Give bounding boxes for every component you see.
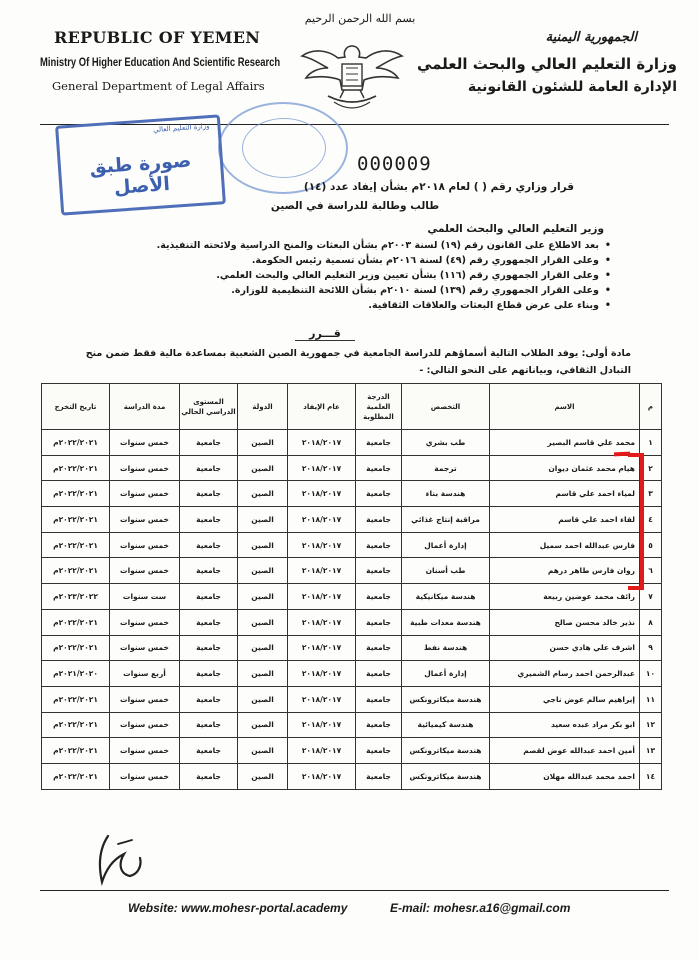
cell-duration: خمس سنوات (110, 558, 180, 584)
cell-num: ١٤ (640, 763, 662, 789)
table-row (42, 763, 662, 789)
cell-country: الصين (238, 738, 288, 764)
footer-website: Website: www.mohesr-portal.academy (128, 901, 348, 915)
cell-major: هندسة ميكاترونكس (402, 763, 490, 789)
country-name-ar: الجمهورية اليمنية (545, 30, 637, 45)
table-row (42, 507, 662, 533)
cell-degree: جامعية (356, 532, 402, 558)
preamble-item: • وعلى القرار الجمهوري رقم (١٣٩) لسنة ٢٠١٠م بشأن اللائحة التنظيمية للوزارة. (91, 285, 611, 296)
ministry-name-ar: وزارة التعليم العالي والبحث العلمي (416, 55, 677, 73)
cell-major: هندسة ميكاترونكس (402, 686, 490, 712)
department-name-en: General Department of Legal Affairs (52, 79, 265, 93)
cell-name: هيام محمد عثمان ديوان (490, 455, 640, 481)
cell-level: جامعية (180, 738, 238, 764)
cell-level: جامعية (180, 609, 238, 635)
cell-num: ١ (640, 430, 662, 456)
table-row (42, 635, 662, 661)
col-header-degree: الدرجة العلمية المطلوبة (356, 384, 402, 430)
cell-major: هندسة كيميائية (402, 712, 490, 738)
cell-major: هندسة نفط (402, 635, 490, 661)
cell-degree: جامعية (356, 455, 402, 481)
cell-year: ٢٠١٨/٢٠١٧ (288, 481, 356, 507)
cell-name: نذير خالد محسن صالح (490, 609, 640, 635)
cell-degree: جامعية (356, 507, 402, 533)
preamble-item: • وعلى القرار الجمهوري رقم (١١٦) بشأن تعيين وزير التعليم العالي والبحث العلمي. (91, 270, 611, 281)
cell-country: الصين (238, 584, 288, 610)
col-header-year: عام الإيفاد (288, 384, 356, 430)
cell-year: ٢٠١٨/٢٠١٧ (288, 763, 356, 789)
footer-divider (40, 890, 669, 891)
cell-num: ٦ (640, 558, 662, 584)
cell-duration: خمس سنوات (110, 712, 180, 738)
cell-level: جامعية (180, 712, 238, 738)
cell-year: ٢٠١٨/٢٠١٧ (288, 532, 356, 558)
cell-num: ٤ (640, 507, 662, 533)
cell-country: الصين (238, 507, 288, 533)
decree-title-line: قرار وزاري رقم ( ) لعام ٢٠١٨م بشأن إيفاد عدد (١٤) (303, 181, 574, 193)
cell-country: الصين (238, 532, 288, 558)
col-header-country: الدولة (238, 384, 288, 430)
cell-country: الصين (238, 686, 288, 712)
cell-level: جامعية (180, 686, 238, 712)
cell-num: ٥ (640, 532, 662, 558)
cell-name: ابو بكر مراد عبده سعيد (490, 712, 640, 738)
cell-graduation: ٢٠٢٢/٢٠٢١م (42, 609, 110, 635)
cell-graduation: ٢٠٢٢/٢٠٢١م (42, 430, 110, 456)
cell-country: الصين (238, 712, 288, 738)
article-one: مادة أولى: يوفد الطلاب التالية أسماؤهم للدراسة الجامعية في جمهورية الصين الشعبية بمساعدة مالية فقط ضمن منح التبادل الثقافي، وبياناتهم على النحو التالي: - (85, 348, 631, 376)
red-bracket-annotation-icon (628, 453, 644, 590)
cell-country: الصين (238, 661, 288, 687)
cell-duration: ست سنوات (110, 584, 180, 610)
col-header-duration: مدة الدراسة (110, 384, 180, 430)
cell-level: جامعية (180, 481, 238, 507)
cell-degree: جامعية (356, 635, 402, 661)
cell-duration: خمس سنوات (110, 763, 180, 789)
col-header-major: التخصص (402, 384, 490, 430)
cell-country: الصين (238, 455, 288, 481)
table-row (42, 686, 662, 712)
decree-subject: طالب وطالبة للدراسة في الصين (270, 200, 440, 212)
cell-graduation: ٢٠٢٢/٢٠٢١م (42, 532, 110, 558)
preamble-item: • وبناء على عرض قطاع البعثات والعلاقات الثقافية. (91, 300, 611, 311)
cell-country: الصين (238, 430, 288, 456)
cell-graduation: ٢٠٢٢/٢٠٢١م (42, 712, 110, 738)
cell-major: طب أسنان (402, 558, 490, 584)
cell-level: جامعية (180, 584, 238, 610)
cell-num: ٨ (640, 609, 662, 635)
header-arabic (407, 30, 677, 95)
preamble-item: • وعلى القرار الجمهوري رقم (٤٩) لسنة ٢٠١٦م بشأن تسمية رئيس الحكومة. (91, 255, 611, 266)
cell-graduation: ٢٠٢٢/٢٠٢١م (42, 763, 110, 789)
handwritten-signature (90, 830, 160, 890)
cell-name: روان فارس طاهر درهم (490, 558, 640, 584)
cell-level: جامعية (180, 763, 238, 789)
decision-heading: قـــرر (295, 327, 355, 341)
table-row (42, 609, 662, 635)
cell-graduation: ٢٠٢٢/٢٠٢١م (42, 635, 110, 661)
minister-title: وزير التعليم العالي والبحث العلمي (427, 223, 604, 235)
basmala: بسم الله الرحمن الرحيم (304, 12, 416, 25)
cell-major: ترجمة (402, 455, 490, 481)
cell-year: ٢٠١٨/٢٠١٧ (288, 584, 356, 610)
table-row (42, 712, 662, 738)
country-name-en: REPUBLIC OF YEMEN (54, 28, 261, 47)
cell-name: اشرف علي هادي حسن (490, 635, 640, 661)
table-row (42, 738, 662, 764)
cell-name: أمين احمد عبدالله عوض لقصم (490, 738, 640, 764)
table-row (42, 455, 662, 481)
cell-duration: خمس سنوات (110, 635, 180, 661)
cell-degree: جامعية (356, 763, 402, 789)
cell-major: هندسة ميكاترونكس (402, 738, 490, 764)
cell-graduation: ٢٠٢٢/٢٠٢١م (42, 686, 110, 712)
cell-graduation: ٢٠٢٢/٢٠٢١م (42, 481, 110, 507)
cell-duration: أربع سنوات (110, 661, 180, 687)
cell-level: جامعية (180, 455, 238, 481)
cell-level: جامعية (180, 532, 238, 558)
cell-level: جامعية (180, 558, 238, 584)
cell-country: الصين (238, 481, 288, 507)
cell-num: ١٠ (640, 661, 662, 687)
cell-year: ٢٠١٨/٢٠١٧ (288, 558, 356, 584)
cell-degree: جامعية (356, 661, 402, 687)
cell-duration: خمس سنوات (110, 609, 180, 635)
cell-name: احمد محمد عبدالله مهلان (490, 763, 640, 789)
cell-num: ٧ (640, 584, 662, 610)
cell-name: عبدالرحمن احمد رسام الشميري (490, 661, 640, 687)
ministry-name-en: Ministry Of Higher Education And Scientific Research (40, 57, 281, 69)
cell-year: ٢٠١٨/٢٠١٧ (288, 507, 356, 533)
cell-degree: جامعية (356, 584, 402, 610)
table-row (42, 661, 662, 687)
cell-num: ١٣ (640, 738, 662, 764)
cell-year: ٢٠١٨/٢٠١٧ (288, 686, 356, 712)
cell-num: ٢ (640, 455, 662, 481)
cell-duration: خمس سنوات (110, 738, 180, 764)
cell-name: لمياء احمد علي قاسم (490, 481, 640, 507)
preamble-list (91, 240, 611, 315)
cell-year: ٢٠١٨/٢٠١٧ (288, 738, 356, 764)
cell-graduation: ٢٠٢١/٢٠٢٠م (42, 661, 110, 687)
cell-year: ٢٠١٨/٢٠١٧ (288, 430, 356, 456)
cell-name: محمد علي قاسم البصير (490, 430, 640, 456)
cell-country: الصين (238, 635, 288, 661)
cell-year: ٢٠١٨/٢٠١٧ (288, 661, 356, 687)
table-row (42, 532, 662, 558)
cell-graduation: ٢٠٢٢/٢٠٢١م (42, 507, 110, 533)
col-header-num: م (640, 384, 662, 430)
cell-level: جامعية (180, 661, 238, 687)
table-row (42, 430, 662, 456)
cell-degree: جامعية (356, 712, 402, 738)
cell-degree: جامعية (356, 609, 402, 635)
cell-major: هندسة ميكانيكية (402, 584, 490, 610)
cell-degree: جامعية (356, 430, 402, 456)
cell-major: طب بشري (402, 430, 490, 456)
stamp-small-text: وزارة التعليم العالي (152, 122, 210, 135)
stamp-main-text: صورة طبق الأصل (88, 149, 192, 199)
preamble-item: • بعد الاطلاع على القانون رقم (١٩) لسنة ٢٠٠٣م بشأن البعثات والمنح الدراسية ولائحته التنفيذية. (91, 240, 611, 251)
cell-year: ٢٠١٨/٢٠١٧ (288, 635, 356, 661)
table-row (42, 481, 662, 507)
cell-graduation: ٢٠٢٢/٢٠٢١م (42, 738, 110, 764)
cell-major: هندسة بناء (402, 481, 490, 507)
cell-major: مراقبة إنتاج غذائي (402, 507, 490, 533)
cell-country: الصين (238, 558, 288, 584)
cell-name: رائف محمد عوضين ربيعة (490, 584, 640, 610)
cell-graduation: ٢٠٢٢/٢٠٢١م (42, 455, 110, 481)
header-english (40, 28, 281, 93)
table-row (42, 584, 662, 610)
col-header-graduation: تاريخ التخرج (42, 384, 110, 430)
cell-year: ٢٠١٨/٢٠١٧ (288, 609, 356, 635)
cell-name: فارس عبدالله احمد سميل (490, 532, 640, 558)
decree-number: 000009 (357, 153, 432, 175)
cell-graduation: ٢٠٢٢/٢٠٢١م (42, 558, 110, 584)
cell-degree: جامعية (356, 738, 402, 764)
cell-graduation: ٢٠٢٣/٢٠٢٢م (42, 584, 110, 610)
cell-degree: جامعية (356, 558, 402, 584)
cell-num: ١٢ (640, 712, 662, 738)
cell-year: ٢٠١٨/٢٠١٧ (288, 712, 356, 738)
footer-email: E-mail: mohesr.a16@gmail.com (390, 901, 571, 915)
students-table (41, 383, 662, 790)
cell-country: الصين (238, 763, 288, 789)
table-row (42, 558, 662, 584)
department-name-ar: الإدارة العامة للشئون القانونية (467, 79, 677, 95)
cell-duration: خمس سنوات (110, 507, 180, 533)
cell-degree: جامعية (356, 481, 402, 507)
certified-copy-stamp (55, 114, 226, 215)
cell-duration: خمس سنوات (110, 430, 180, 456)
cell-name: لقاء احمد علي قاسم (490, 507, 640, 533)
cell-duration: خمس سنوات (110, 455, 180, 481)
cell-level: جامعية (180, 635, 238, 661)
cell-num: ١١ (640, 686, 662, 712)
cell-duration: خمس سنوات (110, 532, 180, 558)
table-header-row (42, 384, 662, 430)
cell-level: جامعية (180, 507, 238, 533)
cell-name: إبراهيم سالم عوض ناجي (490, 686, 640, 712)
cell-major: إدارة أعمال (402, 532, 490, 558)
cell-degree: جامعية (356, 686, 402, 712)
col-header-level: المستوى الدراسي الحالي (180, 384, 238, 430)
cell-major: هندسة معدات طبية (402, 609, 490, 635)
cell-num: ٩ (640, 635, 662, 661)
cell-year: ٢٠١٨/٢٠١٧ (288, 455, 356, 481)
cell-num: ٣ (640, 481, 662, 507)
col-header-name: الاسم (490, 384, 640, 430)
cell-major: إدارة أعمال (402, 661, 490, 687)
cell-level: جامعية (180, 430, 238, 456)
cell-country: الصين (238, 609, 288, 635)
cell-duration: خمس سنوات (110, 686, 180, 712)
cell-duration: خمس سنوات (110, 481, 180, 507)
